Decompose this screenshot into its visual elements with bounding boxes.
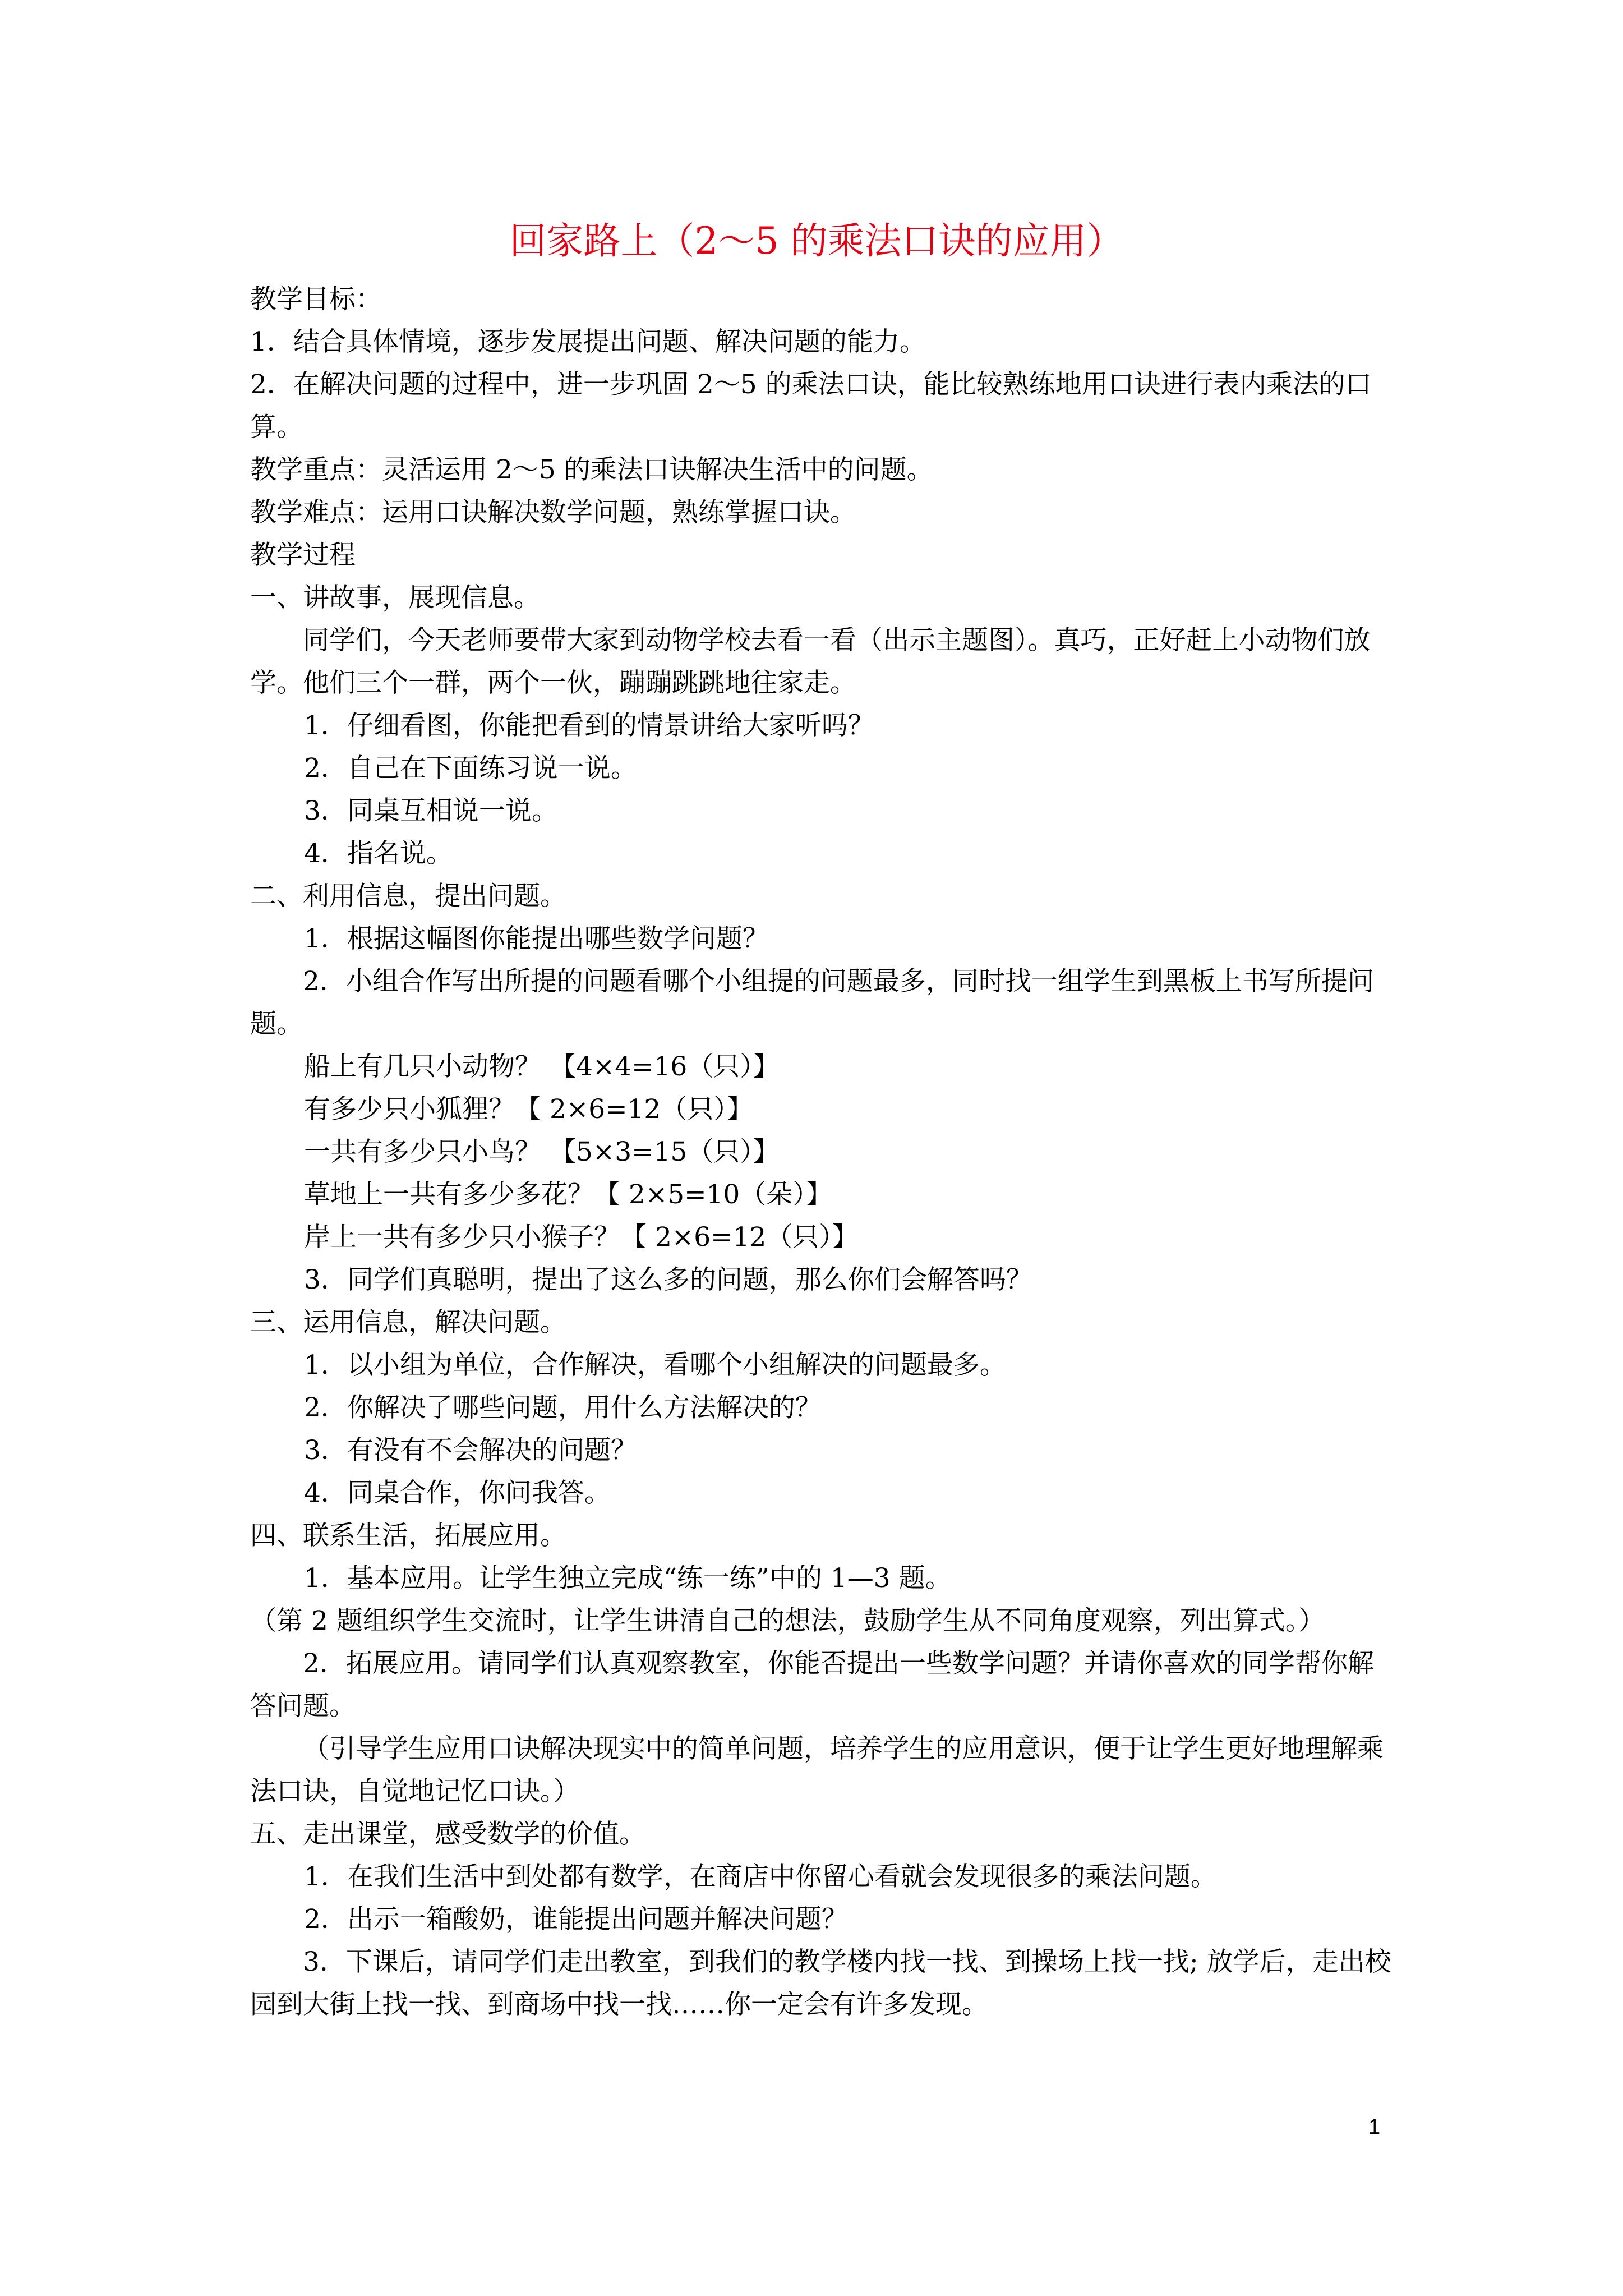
difficulty: 教学难点：运用口诀解决数学问题，熟练掌握口诀。 xyxy=(250,497,856,528)
section-1-item: 1．仔细看图，你能把看到的情景讲给大家听吗？ xyxy=(304,710,874,741)
section-1-intro: 同学们，今天老师要带大家到动物学校去看一看（出示主题图）。真巧，正好赶上小动物们放学。他们三个一群，两个一伙，蹦蹦跳跳地往家走。 xyxy=(250,625,1371,698)
section-4-note: （第 2 题组织学生交流时，让学生讲清自己的想法，鼓励学生从不同角度观察，列出算式。） xyxy=(250,1605,1325,1636)
section-1-item: 3．同桌互相说一说。 xyxy=(304,795,558,826)
objective-1: 1．结合具体情境，逐步发展提出问题、解决问题的能力。 xyxy=(250,326,926,357)
document-body xyxy=(250,213,1394,2026)
section-1-heading: 一、讲故事，展现信息。 xyxy=(250,582,540,613)
section-1-item: 4．指名说。 xyxy=(304,838,453,869)
section-3-item: 1．以小组为单位，合作解决，看哪个小组解决的问题最多。 xyxy=(304,1350,1006,1381)
section-4-item: 2．拓展应用。请同学们认真观察教室，你能否提出一些数学问题？并请你喜欢的同学帮你解答问题。 xyxy=(250,1648,1374,1722)
section-1-item: 2．自己在下面练习说一说。 xyxy=(304,753,637,784)
question-line: 有多少只小狐狸？【 2×6=12（只）】 xyxy=(304,1094,753,1125)
key-point: 教学重点：灵活运用 2～5 的乘法口诀解决生活中的问题。 xyxy=(250,454,933,485)
section-3-item: 4．同桌合作，你问我答。 xyxy=(304,1478,611,1508)
section-2-heading: 二、利用信息，提出问题。 xyxy=(250,881,566,912)
section-4-item: 1．基本应用。让学生独立完成“练一练”中的 1—3 题。 xyxy=(304,1563,952,1594)
section-5-item: 2．出示一箱酸奶，谁能提出问题并解决问题？ xyxy=(304,1904,848,1935)
section-3-item: 3．有没有不会解决的问题？ xyxy=(304,1435,637,1466)
section-3-item: 2．你解决了哪些问题，用什么方法解决的？ xyxy=(304,1392,822,1423)
section-4-note: （引导学生应用口诀解决现实中的简单问题，培养学生的应用意识，便于让学生更好地理解乘法口诀，自觉地记忆口诀。） xyxy=(250,1733,1384,1807)
section-2-item: 3．同学们真聪明，提出了这么多的问题，那么你们会解答吗？ xyxy=(304,1264,1032,1295)
section-2-item: 1．根据这幅图你能提出哪些数学问题？ xyxy=(304,923,769,954)
page-number: 1 xyxy=(1368,2115,1381,2139)
question-line: 船上有几只小动物？ 【4×4=16（只）】 xyxy=(304,1051,780,1082)
section-2-item: 2．小组合作写出所提的问题看哪个小组提的问题最多，同时找一组学生到黑板上书写所提问题。 xyxy=(250,966,1374,1039)
question-line: 草地上一共有多少多花？【 2×5=10（朵）】 xyxy=(304,1179,832,1210)
section-5-item: 3．下课后，请同学们走出教室，到我们的教学楼内找一找、到操场上找一找; 放学后，走出校园到大街上找一找、到商场中找一找……你一定会有许多发现。 xyxy=(250,1947,1391,2020)
objectives-heading: 教学目标： xyxy=(250,284,382,315)
process-heading: 教学过程 xyxy=(250,540,356,570)
section-5-heading: 五、走出课堂，感受数学的价值。 xyxy=(250,1819,645,1849)
section-3-heading: 三、运用信息，解决问题。 xyxy=(250,1307,566,1338)
document-title: 回家路上（2～5 的乘法口诀的应用） xyxy=(509,219,1124,263)
section-4-heading: 四、联系生活，拓展应用。 xyxy=(250,1520,566,1551)
question-line: 一共有多少只小鸟？ 【5×3=15（只）】 xyxy=(304,1137,780,1167)
section-5-item: 1．在我们生活中到处都有数学，在商店中你留心看就会发现很多的乘法问题。 xyxy=(304,1861,1217,1892)
question-line: 岸上一共有多少只小猴子？【 2×6=12（只）】 xyxy=(304,1222,859,1253)
objective-2: 2．在解决问题的过程中，进一步巩固 2～5 的乘法口诀，能比较熟练地用口诀进行表内乘法的口算。 xyxy=(250,369,1372,443)
